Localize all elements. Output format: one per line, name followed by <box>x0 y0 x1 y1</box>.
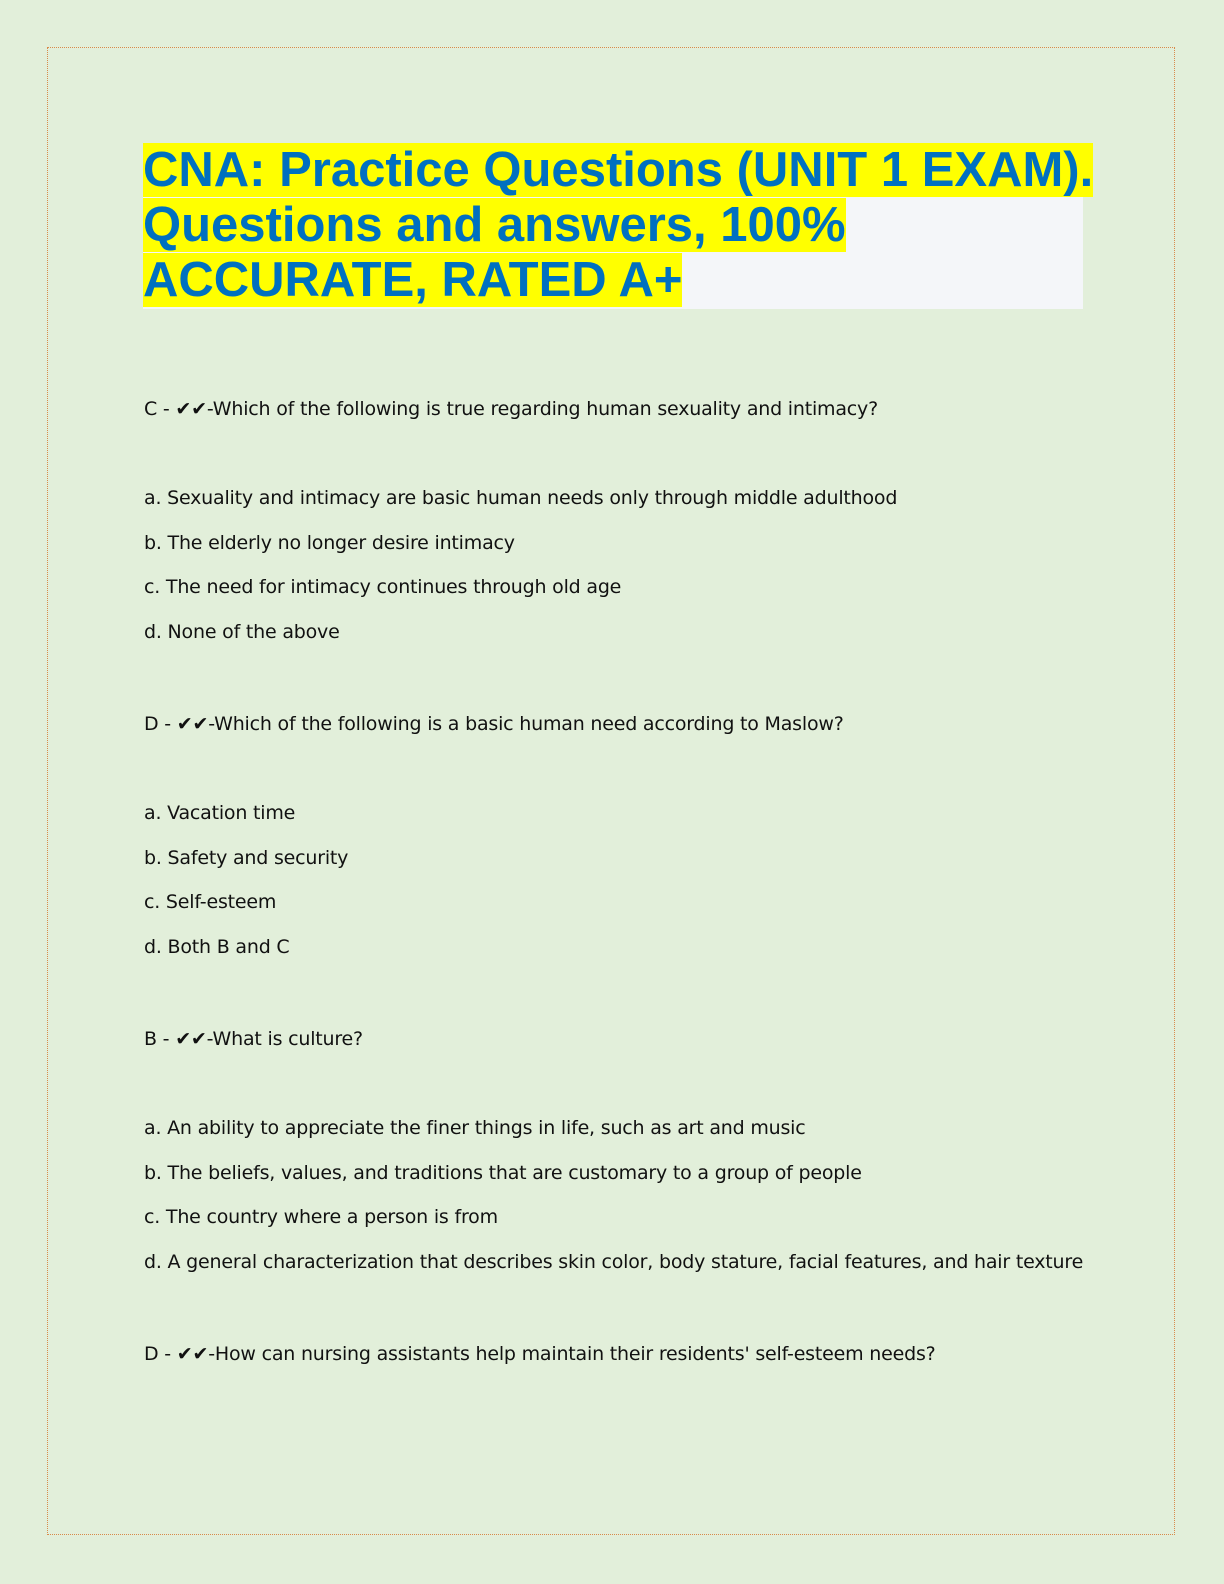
question-prompt: Which of the following is a basic human need according to Maslow? <box>214 713 844 735</box>
checkmark-icon: ✔✔ <box>176 713 209 735</box>
checkmark-icon: ✔✔ <box>175 398 207 420</box>
document-title <box>143 143 1103 308</box>
option-1d: d. None of the above <box>144 621 340 643</box>
title-line-1: CNA: Practice Questions (UNIT 1 EXAM). <box>143 143 1094 197</box>
question-prompt: How can nursing assistants help maintain their residents' self-esteem needs? <box>214 1343 936 1365</box>
option-3c: c. The country where a person is from <box>144 1206 498 1228</box>
title-line-3: ACCURATE, RATED A+ <box>143 253 683 307</box>
option-2b: b. Safety and security <box>144 847 349 869</box>
answer-letter: D <box>144 1343 159 1365</box>
answer-letter: B <box>144 1028 157 1050</box>
option-1a: a. Sexuality and intimacy are basic human needs only through middle adulthood <box>144 487 898 509</box>
answer-letter: D <box>144 713 159 735</box>
question-3: B - ✔✔-What is culture? <box>144 1028 363 1050</box>
option-1b: b. The elderly no longer desire intimacy <box>144 532 515 554</box>
question-prompt: Which of the following is true regarding human sexuality and intimacy? <box>212 398 878 420</box>
question-1: C - ✔✔-Which of the following is true regarding human sexuality and intimacy? <box>144 398 878 420</box>
question-prompt: What is culture? <box>212 1028 363 1050</box>
option-2d: d. Both B and C <box>144 936 290 958</box>
answer-letter: C <box>144 398 158 420</box>
option-2a: a. Vacation time <box>144 802 296 824</box>
checkmark-icon: ✔✔ <box>176 1343 209 1365</box>
option-1c: c. The need for intimacy continues through old age <box>144 576 622 598</box>
checkmark-icon: ✔✔ <box>175 1028 207 1050</box>
option-3a: a. An ability to appreciate the finer things in life, such as art and music <box>144 1117 806 1139</box>
option-3b: b. The beliefs, values, and traditions that are customary to a group of people <box>144 1162 862 1184</box>
option-2c: c. Self-esteem <box>144 891 277 913</box>
question-4: D - ✔✔-How can nursing assistants help maintain their residents' self-esteem needs? <box>144 1343 936 1365</box>
question-2: D - ✔✔-Which of the following is a basic human need according to Maslow? <box>144 713 844 735</box>
option-3d: d. A general characterization that describes skin color, body stature, facial features, and hair texture <box>144 1251 1084 1273</box>
title-line-2: Questions and answers, 100% <box>143 198 846 252</box>
